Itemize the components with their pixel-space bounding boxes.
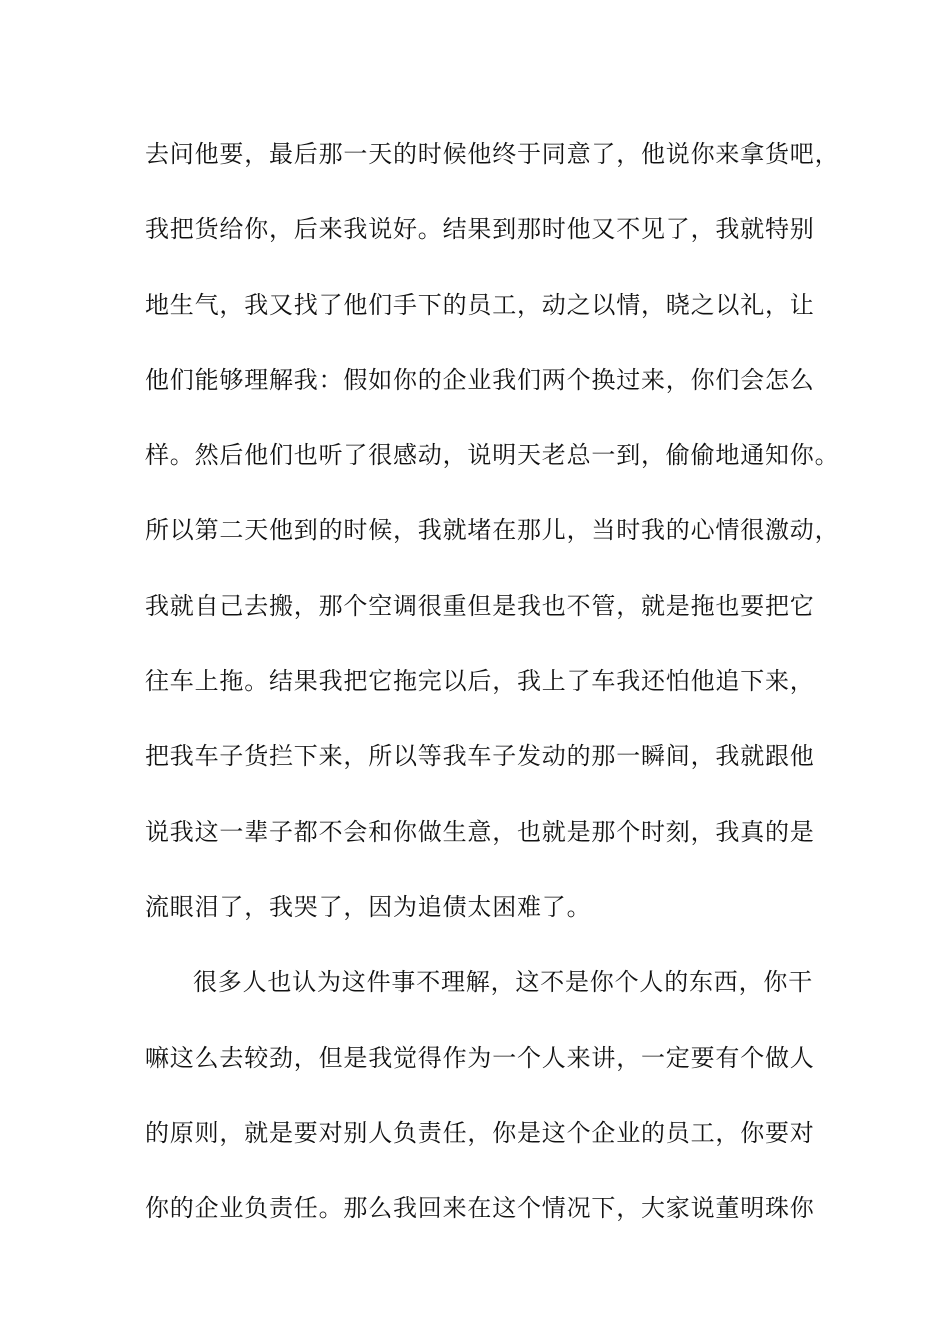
text-line: 往车上拖。结果我把它拖完以后，我上了车我还怕他追下来， — [145, 667, 815, 696]
text-line: 你的企业负责任。那么我回来在这个情况下，大家说董明珠你 — [145, 1194, 815, 1223]
text-line: 我把货给你，后来我说好。结果到那时他又不见了，我就特别 — [145, 215, 815, 244]
text-line: 流眼泪了，我哭了，因为追债太困难了。 — [145, 892, 592, 921]
text-line: 他们能够理解我：假如你的企业我们两个换过来，你们会怎么 — [145, 365, 815, 394]
text-line: 嘛这么去较劲，但是我觉得作为一个人来讲，一定要有个做人 — [145, 1043, 815, 1072]
text-line: 我就自己去搬，那个空调很重但是我也不管，就是拖也要把它 — [145, 591, 815, 620]
text-line: 样。然后他们也听了很感动，说明天老总一到，偷偷地通知你。 — [145, 441, 840, 470]
text-line: 把我车子货拦下来，所以等我车子发动的那一瞬间，我就跟他 — [145, 742, 815, 771]
text-line: 所以第二天他到的时候，我就堵在那儿，当时我的心情很激动， — [145, 516, 840, 545]
paragraph-start-line: 很多人也认为这件事不理解，这不是你个人的东西，你干 — [193, 968, 813, 997]
text-line: 说我这一辈子都不会和你做生意，也就是那个时刻，我真的是 — [145, 817, 815, 846]
text-line: 去问他要，最后那一天的时候他终于同意了，他说你来拿货吧， — [145, 140, 840, 168]
text-line: 的原则，就是要对别人负责任，你是这个企业的员工，你要对 — [145, 1118, 815, 1147]
body-text — [145, 128, 840, 1257]
text-line: 地生气，我又找了他们手下的员工，动之以情，晓之以礼，让 — [145, 290, 815, 319]
